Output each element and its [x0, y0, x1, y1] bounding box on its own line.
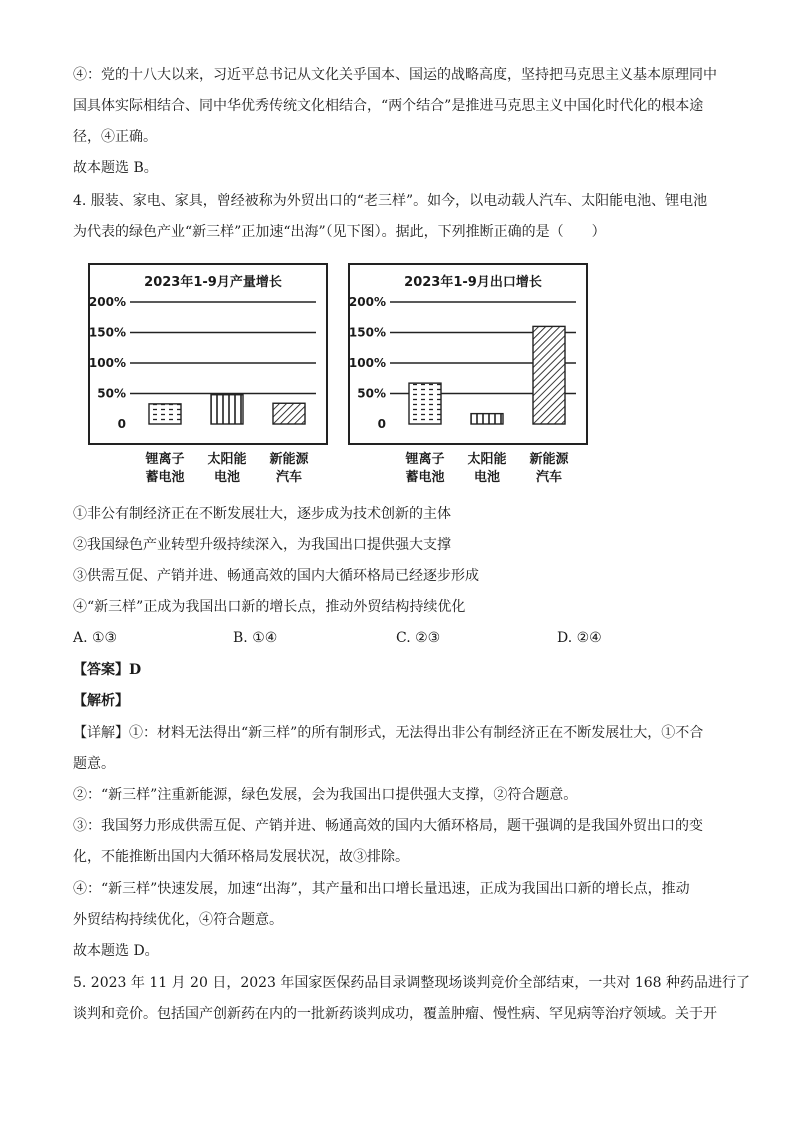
y-tick-label: 50%: [357, 386, 386, 401]
category-label: 蓄电池: [405, 470, 445, 485]
text-line: ④：党的十八大以来，习近平总书记从文化关乎国本、国运的战略高度，坚持把马克思主义基本原理同中: [73, 67, 717, 83]
bar: [409, 383, 441, 424]
chart-svg: [88, 262, 588, 487]
bar: [211, 395, 243, 424]
y-tick-label: 200%: [348, 295, 386, 309]
y-tick-label: 100%: [88, 356, 126, 370]
y-tick-label: 50%: [97, 386, 126, 401]
text-line: 故本题选 B。: [73, 160, 158, 176]
chart-title: 2023年1-9月产量增长: [144, 275, 282, 290]
statement-2: ②我国绿色产业转型升级持续深入，为我国出口提供强大支撑: [73, 537, 451, 553]
detail-line: 【详解】①：材料无法得出“新三样”的所有制形式，无法得出非公有制经济正在不断发展壮大，①不合: [73, 725, 704, 741]
option-d: D. ②④: [557, 630, 602, 646]
chart-title: 2023年1-9月出口增长: [404, 275, 542, 290]
option-b: B. ①④: [233, 630, 278, 646]
category-label: 电池: [213, 470, 241, 485]
detail-line: 故本题选 D。: [73, 943, 159, 959]
bar: [149, 404, 181, 424]
y-tick-label: 0: [377, 417, 386, 431]
y-tick-label: 0: [117, 417, 126, 431]
statement-1: ①非公有制经济正在不断发展壮大，逐步成为技术创新的主体: [73, 506, 451, 522]
y-tick-label: 150%: [348, 325, 386, 340]
chart-panel-2: [349, 264, 587, 485]
answer-heading: 【答案】D: [73, 662, 142, 678]
category-label: 汽车: [275, 470, 303, 485]
y-tick-label: 100%: [348, 356, 386, 370]
chart-figure: [88, 262, 588, 487]
detail-line: ②：“新三样”注重新能源，绿色发展，会为我国出口提供强大支撑，②符合题意。: [73, 787, 578, 803]
y-tick-label: 150%: [88, 325, 126, 340]
bar: [273, 403, 305, 424]
category-label: 新能源: [529, 452, 569, 467]
bar: [533, 326, 565, 424]
option-a: A. ①③: [73, 630, 118, 646]
statement-4: ④“新三样”正成为我国出口新的增长点，推动外贸结构持续优化: [73, 599, 466, 615]
question-5-stem: 5. 2023 年 11 月 20 日，2023 年国家医保药品目录调整现场谈判竞价全部结束，一共对 168 种药品进行了: [73, 975, 751, 991]
category-label: 锂离子: [405, 452, 445, 467]
detail-line: 题意。: [73, 756, 115, 772]
category-label: 电池: [473, 470, 501, 485]
option-c: C. ②③: [396, 630, 441, 646]
statement-3: ③供需互促、产销并进、畅通高效的国内大循环格局已经逐步形成: [73, 568, 479, 584]
text-line: 径，④正确。: [73, 129, 157, 145]
detail-line: 化，不能推断出国内大循环格局发展状况，故③排除。: [73, 849, 409, 865]
category-label: 新能源: [269, 452, 309, 467]
category-label: 锂离子: [145, 452, 185, 467]
chart-panel-1: [89, 264, 327, 485]
question-4-stem: 为代表的绿色产业“新三样”正加速“出海”（见下图）。据此，下列推断正确的是（ ）: [73, 224, 606, 240]
detail-line: 外贸结构持续优化，④符合题意。: [73, 912, 283, 928]
detail-line: ③：我国努力形成供需互促、产销并进、畅通高效的国内大循环格局，题干强调的是我国外贸出口的变: [73, 818, 703, 834]
analysis-heading: 【解析】: [73, 693, 129, 709]
question-5-stem: 谈判和竞价。包括国产创新药在内的一批新药谈判成功，覆盖肿瘤、慢性病、罕见病等治疗领域。关于开: [73, 1006, 717, 1022]
text-line: 国具体实际相结合、同中华优秀传统文化相结合，“两个结合”是推进马克思主义中国化时代化的根本途: [73, 98, 704, 114]
question-4-stem: 4. 服装、家电、家具，曾经被称为外贸出口的“老三样”。如今，以电动载人汽车、太阳能电池、锂电池: [73, 193, 708, 209]
detail-line: ④：“新三样”快速发展，加速“出海”，其产量和出口增长量迅速，正成为我国出口新的增长点，推动: [73, 881, 690, 897]
bar: [471, 414, 503, 424]
category-label: 太阳能: [467, 452, 507, 467]
category-label: 太阳能: [207, 452, 247, 467]
category-label: 汽车: [535, 470, 563, 485]
y-tick-label: 200%: [88, 295, 126, 309]
category-label: 蓄电池: [145, 470, 185, 485]
